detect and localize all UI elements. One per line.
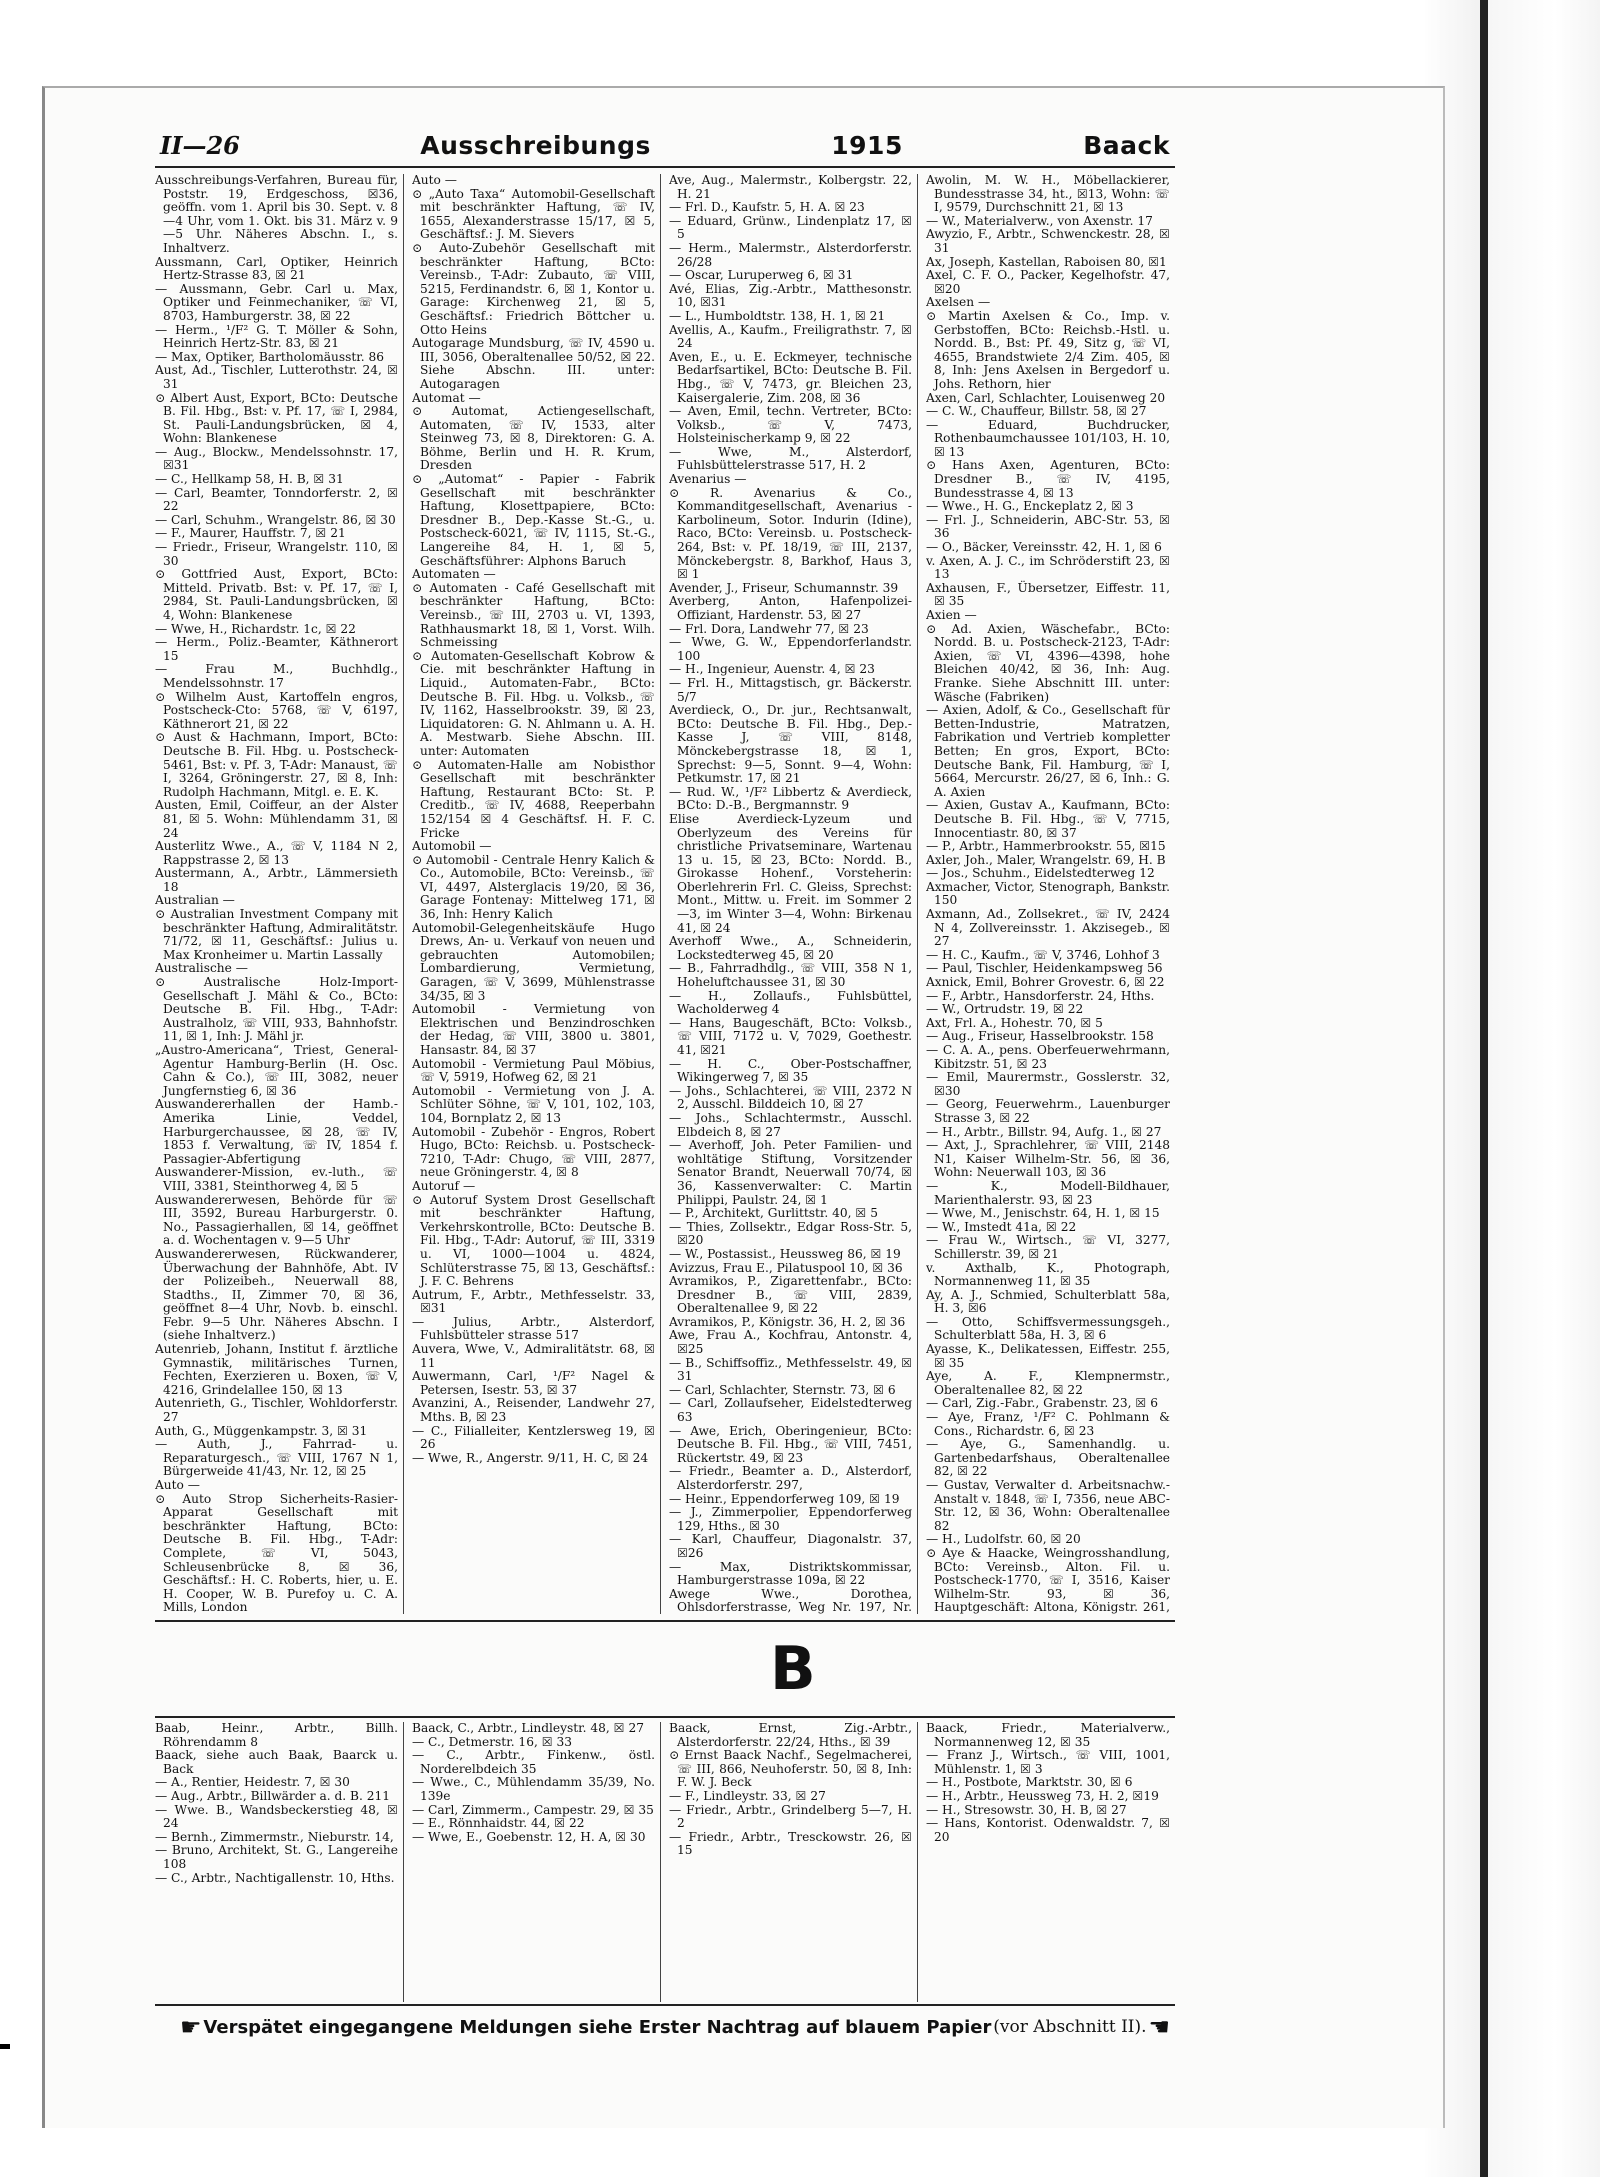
directory-entry: — C., Detmerstr. 16, ☒ 33 (412, 1734, 573, 1749)
directory-entry: Auvera, Wwe, V., Admiralitätstr. 68, ☒ 11 (412, 1342, 655, 1370)
directory-entry: Aye, A. F., Klempnermstr., Oberaltenallee 82, ☒ 22 (926, 1369, 1170, 1397)
directory-entry: Axmann, Ad., Zollsekret., ☏ IV, 2424 N 4, Zollvereinsstr. 1. Akzisegeb., ☒ 27 (926, 907, 1170, 949)
directory-entry: — Carl, Beamter, Tonndorferstr. 2, ☒ 22 (155, 485, 398, 514)
directory-entry: Awolin, M. W. H., Möbellackierer, Bundesstrasse 34, ht., ☒13, Wohn: ☏ I, 9579, Durchschnitt 21, ☒ 13 (926, 174, 1170, 215)
directory-entry: — Heinr., Eppendorferweg 109, ☒ 19 (669, 1491, 900, 1506)
directory-entry: — P., Arbtr., Hammerbrookstr. 55, ☒15 (926, 839, 1166, 854)
directory-entry: ⊙ Australische Holz-Import-Gesellschaft J. Mähl & Co., BCto: Deutsche B. Fil. Hbg., T-Adr: Australholz, ☏ VIII, 933, Bahnhofstr. 11, ☒ 1, Inh: J. Mähl jr. (155, 975, 398, 1044)
directory-entry: — Frl. H., Mittagstisch, gr. Bäckerstr. 5/7 (669, 675, 912, 704)
directory-entry: — Herm., Malermstr., Alsterdorferstr. 26/28 (669, 240, 912, 269)
directory-entry: — Aug., Arbtr., Billwärder a. d. B. 211 (155, 1788, 390, 1803)
directory-entry: — Wwe, M., Alsterdorf, Fuhlsbüttelerstrasse 517, H. 2 (669, 444, 912, 473)
directory-entry: ⊙ Aust & Hachmann, Import, BCto: Deutsche B. Fil. Hbg. u. Postscheck-5461, Bst: v. Pf. 3, T-Adr: Manaust, ☏ I, 3264, Gröningerstr. 27, ☒ 8, Inh: Rudolph Hachmann, Mitgl. e. E. K. (155, 730, 398, 799)
header-name: Baack (1083, 131, 1170, 160)
directory-entry: — Axien, Adolf, & Co., Gesellschaft für Betten-Industrie, Matratzen, Fabrikation und Vertrieb kompletter Betten; En gros, Export, BCto: Deutsche Bank, Fil. Hamburg, ☏ I, 5664, Mercurstr. 26/27, ☒ 6, Inh.: G. A. Axien (926, 703, 1170, 799)
directory-entry: Axen, Carl, Schlachter, Louisenweg 20 (926, 390, 1166, 405)
directory-entry: Australian — (155, 893, 235, 908)
header-rule (155, 166, 1175, 168)
directory-entry: — H., Arbtr., Heussweg 73, H. 2, ☒19 (926, 1788, 1159, 1803)
directory-entry: — Bernh., Zimmermstr., Nieburstr. 14, (155, 1829, 394, 1844)
directory-entry: — H., Stresowstr. 30, H. B, ☒ 27 (926, 1802, 1127, 1817)
directory-entry: Automobil - Zubehör - Engros, Robert Hugo, BCto: Reichsb. u. Postscheck-7210, T-Adr: Chugo, ☏ VIII, 2877, neue Gröningerstr. 4, ☒ 8 (412, 1124, 655, 1180)
page-number: II—26 (160, 131, 240, 160)
directory-entry: — Aug., Blockw., Mendelssohnstr. 17, ☒31 (155, 444, 398, 473)
directory-entry: — Wwe., C., Mühlendamm 35/39, No. 139e (412, 1775, 655, 1803)
directory-entry: Baack, siehe auch Baak, Baarck u. Back (155, 1748, 398, 1776)
directory-entry: — H., Ingenieur, Auenstr. 4, ☒ 23 (669, 662, 875, 677)
directory-entry: — Carl, Zig.-Fabr., Grabenstr. 23, ☒ 6 (926, 1396, 1158, 1411)
directory-entry: — Emil, Maurermstr., Gosslerstr. 32, ☒30 (926, 1070, 1170, 1098)
directory-entry: — C. W., Chauffeur, Billstr. 58, ☒ 27 (926, 404, 1147, 419)
directory-entry: — Herm., ¹/F² G. T. Möller & Sohn, Heinrich Hertz-Str. 83, ☒ 21 (155, 322, 398, 351)
directory-entry: — Wwe, G. W., Eppendorferlandstr. 100 (669, 635, 912, 663)
directory-entry: — W., Imstedt 41a, ☒ 22 (926, 1219, 1077, 1234)
directory-entry: — J., Zimmerpolier, Eppendorferweg 129, Hths., ☒ 30 (669, 1505, 912, 1533)
directory-entry: Automat — (412, 390, 481, 405)
directory-entry: Aven, E., u. E. Eckmeyer, technische Bedarfsartikel, BCto: Deutsche B. Fil. Hbg., ☏ V, 7473, gr. Bleichen 23, Kaisergalerie, Zim. 208, ☒ 36 (669, 349, 912, 405)
directory-entry: Awege Wwe., Dorothea, Ohlsdorferstrasse, Weg Nr. 197, Nr. (669, 1586, 912, 1614)
directory-entry: Automobil - Vermietung von Elektrischen und Benzindroschken der Hedag, ☏ VIII, 3800 u. 3801, Hansastr. 84, ☒ 37 (412, 1002, 655, 1057)
directory-entry: Auwermann, Carl, ¹/F² Nagel & Petersen, Isestr. 53, ☒ 37 (412, 1369, 655, 1397)
column-b-4 (926, 1722, 1175, 2002)
directory-entry: — B., Schiffsoffiz., Methfesselstr. 49, ☒ 31 (669, 1355, 912, 1384)
scan-edge (1425, 0, 1600, 2177)
directory-entry: Austen, Emil, Coiffeur, an der Alster 81, ☒ 5. Wohn: Mühlendamm 31, ☒ 24 (155, 798, 398, 840)
directory-entry: Automobil - Vermietung von J. A. Schlüter Söhne, ☏ V, 101, 102, 103, 104, Bornplatz 2, ☒ 13 (412, 1083, 655, 1125)
directory-entry: Ay, A. J., Schmied, Schulterblatt 58a, H. 3, ☒6 (926, 1287, 1170, 1316)
directory-entry: — W., Materialverw., von Axenstr. 17 (926, 213, 1153, 228)
directory-entry: Axel, C. F. O., Packer, Kegelhofstr. 47, ☒20 (926, 268, 1170, 296)
directory-entry: — Frau M., Buchhdlg., Mendelssohnstr. 17 (155, 662, 398, 690)
directory-entry: — P., Architekt, Gurlittstr. 40, ☒ 5 (669, 1206, 878, 1221)
column-1 (155, 174, 404, 1614)
directory-entry: ⊙ Ad. Axien, Wäschefabr., BCto: Nordd. B. u. Postscheck-2123, T-Adr: Axien, ☏ VI, 4396—4398, hohe Bleichen 40/42, ☒ 36, Inh: Aug. Franke. Siehe Abschnitt III. unter: Wäsche (Fabriken) (926, 621, 1170, 704)
directory-entry: — Averhoff, Joh. Peter Familien- und wohltätige Stiftung, Vorsitzender Senator Brandt, Neuerwall 70/74, ☒ 36, Kassenverwalter: C. Martin Philippi, Paulstr. 24, ☒ 1 (669, 1138, 912, 1207)
directory-entry: ⊙ Australian Investment Company mit beschränkter Haftung, Admiralitätstr. 71/72, ☒ 11, Geschäftsf.: Julius u. Max Kronheimer u. Martin Lassally (155, 907, 398, 962)
directory-entry: — Frl. D., Kaufstr. 5, H. A. ☒ 23 (669, 200, 865, 215)
directory-entry: — H. C., Kaufm., ☏ V, 3746, Lohhof 3 (926, 947, 1160, 962)
section-b-rule (155, 1716, 1175, 1718)
directory-entry: Auswanderer-Mission, ev.-luth., ☏ VIII, 3381, Steinthorweg 4, ☒ 5 (155, 1165, 398, 1193)
directory-entry: ⊙ Autoruf System Drost Gesellschaft mit beschränkter Haftung, Verkehrskontrolle, BCto: Deutsche B. Fil. Hbg., T-Adr: Autoruf, ☏ III, 3319 u. VI, 1000—1004 u. 4824, Schlüterstrasse 75, ☒ 13, Geschäftsf.: J. F. C. Behrens (412, 1192, 655, 1289)
directory-entry: Axt, Frl. A., Hohestr. 70, ☒ 5 (926, 1015, 1103, 1030)
directory-entry: — Friedr., Arbtr., Grindelberg 5—7, H. 2 (669, 1802, 912, 1831)
directory-entry: — Wwe., H. G., Enckeplatz 2, ☒ 3 (926, 499, 1134, 514)
directory-entry: — Gustav, Verwalter d. Arbeitsnachw.-Anstalt v. 1848, ☏ I, 7356, neue ABC-Str. 12, ☒ 36, Wohn: Oberaltenallee 82 (926, 1478, 1170, 1533)
directory-entry: Aussmann, Carl, Optiker, Heinrich Hertz-Strasse 83, ☒ 21 (155, 254, 398, 283)
directory-entry: Avramikos, P., Königstr. 36, H. 2, ☒ 36 (669, 1314, 906, 1329)
directory-entry: Austermann, A., Arbtr., Lämmersieth 18 (155, 866, 398, 894)
directory-entry: — Paul, Tischler, Heidenkampsweg 56 (926, 961, 1163, 976)
next-page-strip (1488, 0, 1600, 2177)
directory-entry: — Thies, Zollsektr., Edgar Ross-Str. 5, ☒20 (669, 1219, 912, 1248)
directory-entry: ⊙ Automaten - Café Gesellschaft mit beschränkter Haftung, BCto: Vereinsb., ☏ III, 2703 u. VI, 1393, Rathhausmarkt 18, ☒ 1, Vorst. Wilh. Schmeissing (412, 580, 655, 650)
footer-notice (180, 2010, 1170, 2044)
directory-entry: ⊙ „Automat“ - Papier - Fabrik Gesellschaft mit beschränkter Haftung, Klosettpapiere, BCto: Dresdner B., Dep.-Kasse St.-G., u. Postscheck-6021, ☏ IV, 1115, St.-G., Langereihe 84, H. 1, ☒ 5, Geschäftsführer: Alphons Baruch (412, 472, 655, 568)
directory-entry: — Otto, Schiffsvermessungsgeh., Schulterblatt 58a, H. 3, ☒ 6 (926, 1314, 1170, 1343)
directory-entry: — H., Zollaufs., Fuhlsbüttel, Wacholderweg 4 (669, 988, 912, 1017)
directory-entry: Axien — (926, 608, 977, 622)
scan-marker (0, 2044, 10, 2049)
directory-entry: — Hans, Kontorist. Odenwaldstr. 7, ☒ 20 (926, 1816, 1170, 1844)
directory-entry: — Aussmann, Gebr. Carl u. Max, Optiker und Feinmechaniker, ☏ VI, 8703, Hamburgerstr. 38, ☒ 22 (155, 281, 398, 323)
directory-entry: Automobil — (412, 839, 492, 854)
directory-entry: — Carl, Schlachter, Sternstr. 73, ☒ 6 (669, 1382, 896, 1397)
header-year: 1915 (831, 131, 903, 160)
column-3 (669, 174, 918, 1614)
directory-entry: ⊙ Automobil - Centrale Henry Kalich & Co., Automobile, BCto: Vereinsb., ☏ VI, 4497, Alsterglacis 19/20, ☒ 36, Garage Fontenay: Mittelweg 171, ☒ 36, Inh: Henry Kalich (412, 852, 655, 922)
column-4 (926, 174, 1175, 1614)
directory-entry: ⊙ Martin Axelsen & Co., Imp. v. Gerbstoffen, BCto: Reichsb.-Hstl. u. Nordd. B., Bst: Pf. 49, Sitz g, ☏ VI, 4655, Brandstwiete 2/4 Zim. 405, ☒ 8, Inh: Jens Axelsen in Bergedorf u. Johs. Rethorn, hier (926, 308, 1170, 391)
directory-entry: — Aug., Friseur, Hasselbrookstr. 158 (926, 1029, 1154, 1044)
pointing-hand-icon: ☚ (1148, 2013, 1170, 2041)
directory-entry: Baack, Friedr., Materialverw., Normannenweg 12, ☒ 35 (926, 1722, 1170, 1749)
directory-entry: — Carl, Schuhm., Wrangelstr. 86, ☒ 30 (155, 512, 396, 527)
directory-entry: — Frl. J., Schneiderin, ABC-Str. 53, ☒ 36 (926, 512, 1170, 541)
directory-entry: — Friedr., Arbtr., Tresckowstr. 26, ☒ 15 (669, 1829, 912, 1858)
directory-entry: — O., Bäcker, Vereinsstr. 42, H. 1, ☒ 6 (926, 540, 1162, 555)
directory-entry: Axnick, Emil, Bohrer Grovestr. 6, ☒ 22 (926, 975, 1165, 990)
directory-entry: Autogarage Mundsburg, ☏ IV, 4590 u. III, 3056, Oberaltenallee 50/52, ☒ 22. Siehe Abschn. III. unter: Autogaragen (412, 336, 655, 391)
column-b-1 (155, 1722, 404, 2002)
directory-entry: — Axien, Gustav A., Kaufmann, BCto: Deutsche B. Fil. Hbg., ☏ V, 7715, Innocentiastr. 80, ☒ 37 (926, 798, 1170, 840)
directory-entry: Auto — (412, 174, 457, 187)
directory-entry: — F., Arbtr., Hansdorferstr. 24, Hths. (926, 988, 1155, 1003)
directory-entry: ⊙ Wilhelm Aust, Kartoffeln engros, Postscheck-Cto: 5768, ☏ V, 6197, Käthnerort 21, ☒ 22 (155, 689, 398, 731)
directory-entry: Ausschreibungs-Verfahren, Bureau für, Poststr. 19, Erdgeschoss, ☒36, geöffn. vom 1. April bis 30. Sept. v. 8—4 Uhr, vom 1. Okt. bis 31. März v. 9—5 Uhr. Näheres Abschn. I., s. Inhaltverz. (155, 174, 398, 255)
directory-entry: Elise Averdieck-Lyzeum und Oberlyzeum des Vereins für christliche Privatseminare, Wartenau 13 u. 15, ☒ 23, BCto: Nordd. B., Girokasse Hohenf., Vorsteherin: Oberlehrerin Frl. C. Gleiss, Sprechst: Mont., Mittw. u. Freit. im Sommer 2—3, im Winter 3—4, Wohn: Birkenau 41, ☒ 24 (669, 811, 912, 935)
directory-entry: — Frau W., Wirtsch., ☏ VI, 3277, Schillerstr. 39, ☒ 21 (926, 1233, 1170, 1261)
directory-entry: — E., Rönnhaidstr. 44, ☒ 22 (412, 1816, 585, 1831)
directory-entry: — H., Postbote, Marktstr. 30, ☒ 6 (926, 1775, 1133, 1790)
directory-entry: — W., Postassist., Heussweg 86, ☒ 19 (669, 1246, 901, 1261)
directory-entry: — Johs., Schlachterei, ☏ VIII, 2372 N 2, Ausschl. Bilddeich 10, ☒ 27 (669, 1083, 912, 1112)
directory-entry: — Awe, Erich, Oberingenieur, BCto: Deutsche B. Fil. Hbg., ☏ VIII, 7451, Rückertstr. 49, ☒ 23 (669, 1423, 912, 1465)
directory-entry: Automaten — (412, 567, 496, 582)
directory-entry: v. Axthalb, K., Photograph, Normannenweg 11, ☒ 35 (926, 1260, 1170, 1289)
directory-entry: — Julius, Arbtr., Alsterdorf, Fuhlsbütteler strasse 517 (412, 1314, 655, 1343)
directory-entry: — C. A. A., pens. Oberfeuerwehrmann, Kibitzstr. 51, ☒ 23 (926, 1043, 1170, 1071)
entries-a-section (155, 174, 1175, 1614)
directory-entry: — C., Arbtr., Finkenw., östl. Norderelbdeich 35 (412, 1748, 655, 1776)
directory-entry: — Bruno, Architekt, St. G., Langereihe 108 (155, 1843, 398, 1871)
directory-entry: ⊙ „Auto Taxa“ Automobil-Gesellschaft mit beschränkter Haftung, ☏ IV, 1655, Alexanderstrasse 15/17, ☒ 5, Geschäftsf.: J. M. Sievers (412, 186, 655, 242)
directory-entry: ⊙ Gottfried Aust, Export, BCto: Mitteld. Privatb. Bst: v. Pf. 17, ☏ I, 2984, St. Pauli-Landungsbrücken, ☒ 4, Wohn: Blankenese (155, 567, 398, 622)
column-b-2 (412, 1722, 661, 2002)
section-letter: B (770, 1634, 816, 1704)
directory-entry: ⊙ Automat, Actiengesellschaft, Automaten, ☏ IV, 1533, alter Steinweg 73, ☒ 8, Direktoren: G. A. Böhme, Berlin und H. R. Krum, Dresden (412, 404, 655, 473)
directory-entry: — Max, Distriktskommissar, Hamburgerstrasse 109a, ☒ 22 (669, 1559, 912, 1588)
directory-entry: Auswandererwesen, Behörde für ☏ III, 3592, Bureau Harburgerstr. 0. No., Passagierhallen, ☒ 14, geöffnet a. d. Wochentagen v. 9—5 Uhr (155, 1192, 398, 1248)
directory-entry: Autrum, F., Arbtr., Methfesselstr. 33, ☒31 (412, 1287, 655, 1316)
directory-entry: — Oscar, Luruperweg 6, ☒ 31 (669, 268, 854, 283)
directory-entry: — A., Rentier, Heidestr. 7, ☒ 30 (155, 1775, 350, 1790)
directory-entry: ⊙ R. Avenarius & Co., Kommanditgesellschaft, Avenarius - Karbolineum, Sotor. Indurin (Idine), Raco, BCto: Vereinsb. u. Postscheck-264, Bst: v. Pf. 18/19, ☏ III, 2137, Mönckebergstr. 8, Barkhof, Haus 3, ☒ 1 (669, 485, 912, 582)
directory-entry: Aust, Ad., Tischler, Lutterothstr. 24, ☒ 31 (155, 363, 398, 391)
directory-entry: Avender, J., Friseur, Schumannstr. 39 (669, 580, 899, 595)
directory-entry: — Wwe, R., Angerstr. 9/11, H. C, ☒ 24 (412, 1450, 649, 1465)
directory-entry: Autoruf — (412, 1178, 476, 1193)
directory-entry: ⊙ Auto-Zubehör Gesellschaft mit beschränkter Haftung, BCto: Vereinsb., T-Adr: Zubauto, ☏ VIII, 5215, Ferdinandstr. 6, ☒ 1, Kontor u. Garage: Kirchenweg 21, ☒ 5, Geschäftsf.: Friedrich Böttcher u. Otto Heins (412, 240, 655, 337)
directory-entry: — F., Lindleystr. 33, ☒ 27 (669, 1788, 826, 1803)
directory-entry: — Aye, G., Samenhandlg. u. Gartenbedarfshaus, Oberaltenallee 82, ☒ 22 (926, 1437, 1170, 1479)
directory-entry: Ax, Joseph, Kastellan, Raboisen 80, ☒1 (926, 254, 1167, 269)
directory-entry: Averhoff Wwe., A., Schneiderin, Lockstedterweg 45, ☒ 20 (669, 934, 912, 962)
directory-entry: — W., Ortrudstr. 19, ☒ 22 (926, 1002, 1084, 1017)
directory-entry: — Frl. Dora, Landwehr 77, ☒ 23 (669, 621, 869, 636)
directory-entry: — Eduard, Grünw., Lindenplatz 17, ☒ 5 (669, 213, 912, 242)
directory-entry: Avé, Elias, Zig.-Arbtr., Matthesonstr. 10, ☒31 (669, 281, 912, 310)
directory-entry: Auth, G., Müggenkampstr. 3, ☒ 31 (155, 1423, 368, 1438)
directory-entry: — Axt, J., Sprachlehrer, ☏ VIII, 2148 N1, Kaiser Wilhelm-Str. 56, ☒ 36, Wohn: Neuerwall 103, ☒ 36 (926, 1138, 1170, 1180)
directory-entry: „Austro-Americana“, Triest, General-Agentur Hamburg-Berlin (H. Osc. Cahn & Co.), ☏ III, 3082, neuer Jungfernstieg 6, ☒ 36 (155, 1043, 398, 1098)
directory-entry: — Carl, Zimmerm., Campestr. 29, ☒ 35 (412, 1802, 654, 1817)
directory-entry: ⊙ Ernst Baack Nachf., Segelmacherei, ☏ III, 866, Neuhoferstr. 50, ☒ 8, Inh: F. W. J. Beck (669, 1748, 912, 1790)
directory-entry: — K., Modell-Bildhauer, Marienthalerstr. 93, ☒ 23 (926, 1178, 1170, 1207)
directory-entry: Baack, Ernst, Zig.-Arbtr., Alsterdorferstr. 22/24, Hths., ☒ 39 (669, 1722, 912, 1749)
directory-entry: — Herm., Poliz.-Beamter, Käthnerort 15 (155, 635, 398, 663)
directory-entry: Automobil-Gelegenheitskäufe Hugo Drews, An- u. Verkauf von neuen und gebrauchten Automobilen; Lombardierung, Vermietung, Garagen, ☏ V, 3699, Mühlenstrasse 34/35, ☒ 3 (412, 920, 655, 1003)
directory-entry: — Carl, Zollaufseher, Eidelstedterweg 63 (669, 1396, 912, 1425)
directory-entry: Automobil - Vermietung Paul Möbius, ☏ V, 5919, Hofweg 62, ☒ 21 (412, 1056, 655, 1085)
directory-entry: Autenrieb, Johann, Institut f. ärztliche Gymnastik, militärisches Turnen, Fechten, Exerzieren u. Boxen, ☏ V, 4216, Grindelallee 150, ☒ 13 (155, 1342, 398, 1397)
header-keyword: Ausschreibungs (420, 131, 651, 160)
directory-entry: Autenrieth, G., Tischler, Wohldorferstr. 27 (155, 1396, 398, 1425)
directory-entry: — C., Arbtr., Nachtigallenstr. 10, Hths. (155, 1870, 395, 1885)
column-2 (412, 174, 661, 1614)
directory-entry: Baab, Heinr., Arbtr., Billh. Röhrendamm 8 (155, 1722, 398, 1749)
directory-entry: — Aye, Franz, ¹/F² C. Pohlmann & Cons., Richardstr. 6, ☒ 23 (926, 1410, 1170, 1438)
directory-entry: — Wwe. B., Wandsbeckerstieg 48, ☒ 24 (155, 1802, 398, 1831)
directory-entry: Avenarius — (669, 472, 747, 487)
directory-entry: — Max, Optiker, Bartholomäusstr. 86 (155, 349, 385, 364)
directory-entry: Avizzus, Frau E., Pilatuspool 10, ☒ 36 (669, 1260, 903, 1275)
directory-entry: — C., Hellkamp 58, H. B, ☒ 31 (155, 472, 344, 487)
directory-entry: Avramikos, P., Zigarettenfabr., BCto: Dresdner B., ☏ VIII, 2839, Oberaltenallee 9, ☒ 22 (669, 1274, 912, 1316)
directory-entry: — Jos., Schuhm., Eidelstedterweg 12 (926, 866, 1155, 881)
directory-entry: ⊙ Auto Strop Sicherheits-Rasier-Apparat Gesellschaft mit beschränkter Haftung, BCto: Deutsche B. Fil. Hbg., T-Adr: Complete, ☏ VI, 5043, Schleusenbrücke 8, ☒ 36, Geschäftsf.: H. C. Roberts, hier, u. E. H. Cooper, W. B. Purefoy u. C. A. Mills, London (155, 1491, 398, 1614)
directory-entry: Axelsen — (926, 295, 991, 310)
directory-entry: ⊙ Automaten-Gesellschaft Kobrow & Cie. mit beschränkter Haftung in Liquid., Automaten-Fabr., BCto: Deutsche B. Fil. Hbg. u. Volksb., ☏ IV, 1162, Hasselbrookstr. 39, ☒ 23, Liquidatoren: G. N. Ahlmann u. A. H. A. Mestwarb. Siehe Abschn. III. unter: Automaten (412, 648, 655, 758)
directory-entry: — Karl, Chauffeur, Diagonalstr. 37, ☒26 (669, 1532, 912, 1560)
directory-entry: — C., Filialleiter, Kentzlersweg 19, ☒ 26 (412, 1423, 655, 1452)
directory-entry: — Rud. W., ¹/F² Libbertz & Averdieck, BCto: D.-B., Bergmannstr. 9 (669, 784, 912, 813)
directory-entry: Avellis, A., Kaufm., Freiligrathstr. 7, ☒ 24 (669, 322, 912, 351)
directory-entry: — Friedr., Friseur, Wrangelstr. 110, ☒ 30 (155, 540, 398, 568)
directory-entry: ⊙ Aye & Haacke, Weingrosshandlung, BCto: Vereinsb., Alton. Fil. u. Postscheck-1770, ☏ I, 3516, Kaiser Wilhelm-Str. 93, ☒ 36, Hauptgeschäft: Altona, Königstr. 261, (926, 1545, 1170, 1614)
directory-entry: Auto — (155, 1478, 200, 1492)
directory-entry: Averberg, Anton, Hafenpolizei-Offiziant, Hardenstr. 53, ☒ 27 (669, 594, 912, 622)
directory-entry: — Aven, Emil, techn. Vertreter, BCto: Volksb., ☏ V, 7473, Holsteinischerkamp 9, ☒ 22 (669, 404, 912, 446)
footer-text: Verspätet eingegangene Meldungen siehe Erster Nachtrag auf blauem Papier (203, 2016, 992, 2038)
directory-entry: Avanzini, A., Reisender, Landwehr 27, Mths. B, ☒ 23 (412, 1396, 655, 1425)
book-fold (1480, 0, 1488, 2177)
directory-entry: Austerlitz Wwe., A., ☏ V, 1184 N 2, Rappstrasse 2, ☒ 13 (155, 839, 398, 867)
directory-entry: — Friedr., Beamter a. D., Alsterdorf, Alsterdorferstr. 297, (669, 1464, 912, 1492)
directory-entry: Awe, Frau A., Kochfrau, Antonstr. 4, ☒25 (669, 1328, 912, 1357)
directory-entry: — Hans, Baugeschäft, BCto: Volksb., ☏ VIII, 7172 u. V, 7029, Goethestr. 41, ☒21 (669, 1015, 912, 1057)
directory-entry: — H., Arbtr., Billstr. 94, Aufg. 1., ☒ 27 (926, 1124, 1162, 1139)
page-header (160, 120, 1170, 160)
directory-entry: — Wwe, M., Jenischstr. 64, H. 1, ☒ 15 (926, 1206, 1160, 1221)
directory-entry: — H., Ludolfstr. 60, ☒ 20 (926, 1532, 1081, 1547)
directory-entry: Auswandererwesen, Rückwanderer, Überwachung der Bahnhöfe, Abt. IV der Polizeibeh., Neuerwall 88, Stadths., II, Zimmer 70, ☒ 36, geöffnet 8—4 Uhr, Novb. b. einschl. Febr. 9—5 Uhr. Näheres Abschn. I (siehe Inhaltverz.) (155, 1246, 398, 1343)
directory-entry: Baack, C., Arbtr., Lindleystr. 48, ☒ 27 (412, 1722, 644, 1735)
directory-entry: Ave, Aug., Malermstr., Kolbergstr. 22, H. 21 (669, 174, 912, 201)
directory-entry: — L., Humboldtstr. 138, H. 1, ☒ 21 (669, 308, 886, 323)
directory-entry: — Georg, Feuerwehrm., Lauenburger Strasse 3, ☒ 22 (926, 1097, 1170, 1125)
footer-rule (155, 2004, 1175, 2006)
directory-entry: ⊙ Hans Axen, Agenturen, BCto: Dresdner B., ☏ IV, 4195, Bundesstrasse 4, ☒ 13 (926, 458, 1170, 500)
directory-entry: — Auth, J., Fahrrad- u. Reparaturgesch., ☏ VIII, 1767 N 1, Bürgerweide 41/43, Nr. 12, ☒ 25 (155, 1437, 398, 1479)
directory-entry: — Johs., Schlachtermstr., Ausschl. Elbdeich 8, ☒ 27 (669, 1110, 912, 1139)
directory-entry: Australische — (155, 961, 248, 976)
directory-entry: Ayasse, K., Delikatessen, Eiffestr. 255, ☒ 35 (926, 1342, 1170, 1370)
directory-entry: — Eduard, Buchdrucker, Rothenbaumchaussee 101/103, H. 10, ☒ 13 (926, 417, 1170, 459)
directory-entry: — Franz J., Wirtsch., ☏ VIII, 1001, Mühlenstr. 1, ☒ 3 (926, 1748, 1170, 1776)
directory-entry: v. Axen, A. J. C., im Schröderstift 23, ☒ 13 (926, 553, 1170, 582)
directory-entry: Auswandererhallen der Hamb.-Amerika Linie, Veddel, Harburgerchaussee, ☒ 28, ☏ IV, 1853 f. Verwaltung, ☏ IV, 1854 f. Passagier-Abfertigung (155, 1097, 398, 1166)
directory-entry: Averdieck, O., Dr. jur., Rechtsanwalt, BCto: Deutsche B. Fil. Hbg., Dep.-Kasse J, ☏ VIII, 8148, Mönckebergstrasse 18, ☒ 1, Sprechst: 9—5, Sonnt. 9—4, Wohn: Petkumstr. 17, ☒ 21 (669, 703, 912, 786)
column-b-3 (669, 1722, 918, 2002)
directory-entry: — Wwe, H., Richardstr. 1c, ☒ 22 (155, 621, 356, 636)
directory-entry: — Wwe, E., Goebenstr. 12, H. A, ☒ 30 (412, 1829, 646, 1844)
pointing-hand-icon: ☛ (180, 2013, 202, 2041)
footer-note: (vor Abschnitt II). (993, 2017, 1147, 2037)
directory-entry: ⊙ Automaten-Halle am Nobisthor Gesellschaft mit beschränkter Haftung, Restaurant BCto: St. P. Creditb., ☏ IV, 4688, Reeperbahn 152/154 ☒ 4 Geschäftsf. H. F. C. Fricke (412, 757, 655, 840)
directory-entry: Axmacher, Victor, Stenograph, Bankstr. 150 (926, 879, 1170, 908)
directory-entry: ⊙ Albert Aust, Export, BCto: Deutsche B. Fil. Hbg., Bst: v. Pf. 17, ☏ I, 2984, St. Pauli-Landungsbrücken, ☒ 4, Wohn: Blankenese (155, 390, 398, 446)
directory-entry: Axhausen, F., Übersetzer, Eiffestr. 11, ☒ 35 (926, 580, 1170, 609)
directory-entry: — F., Maurer, Hauffstr. 7, ☒ 21 (155, 526, 346, 541)
directory-entry: Axler, Joh., Maler, Wrangelstr. 69, H. B (926, 852, 1166, 867)
section-rule (155, 1620, 1175, 1622)
directory-entry: Awyzio, F., Arbtr., Schwenckestr. 28, ☒ 31 (926, 227, 1170, 255)
entries-b-section (155, 1722, 1175, 2002)
directory-entry: — H. C., Ober-Postschaffner, Wikingerweg 7, ☒ 35 (669, 1056, 912, 1085)
directory-entry: — B., Fahrradhdlg., ☏ VIII, 358 N 1, Hoheluftchaussee 31, ☒ 30 (669, 961, 912, 990)
